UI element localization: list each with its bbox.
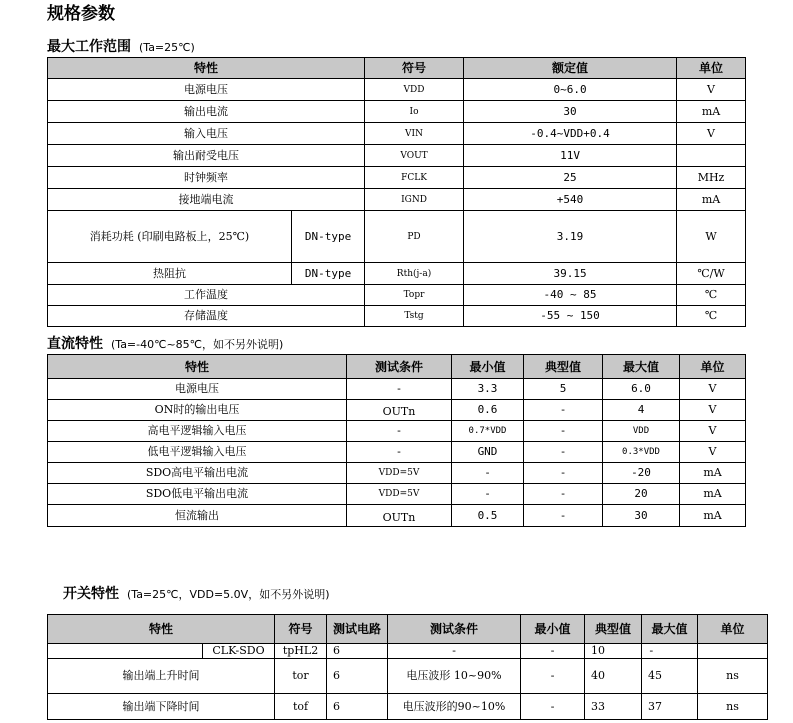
cell-unit: ns: [698, 694, 768, 720]
dc-heading: [47, 335, 283, 354]
cell-value: 11V: [464, 145, 677, 167]
cell-condition: -: [347, 421, 452, 442]
cell-name: 电源电压: [48, 79, 365, 101]
cell-typ: -: [524, 484, 603, 505]
header-min: 最小值: [521, 615, 585, 644]
cell-name: 输出端上升时间: [48, 659, 275, 694]
cell-typ: -: [524, 463, 603, 484]
table-row: [48, 101, 746, 123]
cell-min: 0.5: [452, 505, 524, 527]
cell-unit: ℃: [677, 285, 746, 306]
cell-max: 37: [642, 694, 698, 720]
cell-min: -: [521, 644, 585, 659]
cell-name: 存储温度: [48, 306, 365, 327]
table-header-row: [48, 58, 746, 79]
cell-unit: W: [677, 211, 746, 263]
cell-value: +540: [464, 189, 677, 211]
cell-unit: mA: [680, 484, 746, 505]
cell-circuit: 6: [327, 644, 388, 659]
cell-unit: ℃: [677, 306, 746, 327]
page-title: 规格参数: [47, 4, 115, 24]
header-symbol: 符号: [365, 58, 464, 79]
cell-name: 输出端下降时间: [48, 694, 275, 720]
header-typ: 典型值: [524, 355, 603, 379]
cell-unit: V: [680, 442, 746, 463]
cell-symbol: Io: [365, 101, 464, 123]
cell-min: -: [521, 694, 585, 720]
cell-name: 工作温度: [48, 285, 365, 306]
cell-unit: ℃/W: [677, 263, 746, 285]
cell-unit: V: [677, 79, 746, 101]
cell-symbol: FCLK: [365, 167, 464, 189]
cell-value: -40 ~ 85: [464, 285, 677, 306]
header-rated-value: 额定值: [464, 58, 677, 79]
cell-unit: V: [677, 123, 746, 145]
cell-condition: OUTn: [347, 400, 452, 421]
cell-circuit: 6: [327, 694, 388, 720]
header-characteristic: 特性: [48, 58, 365, 79]
cell-unit: [677, 145, 746, 167]
table-row: [48, 211, 746, 263]
switch-table: [47, 614, 768, 720]
cell-typ: -: [524, 442, 603, 463]
header-unit: 单位: [698, 615, 768, 644]
table-row: [48, 123, 746, 145]
cell-unit: mA: [677, 101, 746, 123]
max-ratings-heading: [47, 38, 195, 57]
table-header-row: [48, 355, 746, 379]
cell-name: 电源电压: [48, 379, 347, 400]
cell-name: 输入电压: [48, 123, 365, 145]
cell-name: 输出电流: [48, 101, 365, 123]
cell-unit: mA: [677, 189, 746, 211]
header-test-condition: 测试条件: [388, 615, 521, 644]
cell-min: GND: [452, 442, 524, 463]
dc-table: [47, 354, 746, 527]
cell-type: DN-type: [292, 263, 365, 285]
table-row: [48, 306, 746, 327]
table-row: [48, 421, 746, 442]
table-row: [48, 644, 768, 659]
max-ratings-title: 最大工作范围: [47, 39, 131, 55]
cell-circuit: 6: [327, 659, 388, 694]
cell-condition: VDD=5V: [347, 463, 452, 484]
table-header-row: [48, 615, 768, 644]
cell-max: 4: [603, 400, 680, 421]
table-row: [48, 400, 746, 421]
cell-min: 3.3: [452, 379, 524, 400]
table-row: [48, 379, 746, 400]
header-min: 最小值: [452, 355, 524, 379]
cell-unit: V: [680, 421, 746, 442]
table-row: [48, 659, 768, 694]
header-max: 最大值: [603, 355, 680, 379]
cell-unit: MHz: [677, 167, 746, 189]
cell-name: ON时的输出电压: [48, 400, 347, 421]
cell-condition: 电压波形 10~90%: [388, 659, 521, 694]
cell-name: 消耗功耗 (印刷电路板上，25℃): [48, 211, 292, 263]
cell-unit: [698, 644, 768, 659]
cell-max: 30: [603, 505, 680, 527]
table-row: [48, 145, 746, 167]
cell-symbol: IGND: [365, 189, 464, 211]
cell-symbol: VIN: [365, 123, 464, 145]
cell-value: 39.15: [464, 263, 677, 285]
header-characteristic: 特性: [48, 355, 347, 379]
cell-condition: OUTn: [347, 505, 452, 527]
cell-name: 时钟频率: [48, 167, 365, 189]
cell-condition: VDD=5V: [347, 484, 452, 505]
table-row: [48, 189, 746, 211]
header-max: 最大值: [642, 615, 698, 644]
table-row: [48, 484, 746, 505]
header-test-condition: 测试条件: [347, 355, 452, 379]
cell-name: 恒流输出: [48, 505, 347, 527]
cell-symbol: tpHL2: [275, 644, 327, 659]
table-row: [48, 167, 746, 189]
table-row: [48, 505, 746, 527]
cell-name: [48, 644, 203, 659]
switch-condition: (Ta=25℃，VDD=5.0V，如不另外说明): [127, 588, 330, 601]
cell-max: 6.0: [603, 379, 680, 400]
dc-condition: (Ta=-40℃~85℃，如不另外说明): [111, 338, 284, 351]
table-row: [48, 263, 746, 285]
header-test-circuit: 测试电路: [327, 615, 388, 644]
header-typ: 典型值: [585, 615, 642, 644]
cell-max: VDD: [603, 421, 680, 442]
cell-condition: -: [347, 379, 452, 400]
header-characteristic: 特性: [48, 615, 275, 644]
cell-unit: V: [680, 379, 746, 400]
table-row: [48, 285, 746, 306]
cell-typ: 40: [585, 659, 642, 694]
cell-value: 30: [464, 101, 677, 123]
cell-min: 0.6: [452, 400, 524, 421]
cell-value: 3.19: [464, 211, 677, 263]
cell-value: -55 ~ 150: [464, 306, 677, 327]
cell-name: 低电平逻辑输入电压: [48, 442, 347, 463]
cell-name: 接地端电流: [48, 189, 365, 211]
cell-max: 45: [642, 659, 698, 694]
cell-condition: -: [347, 442, 452, 463]
cell-symbol: tor: [275, 659, 327, 694]
cell-typ: 10: [585, 644, 642, 659]
table-row: [48, 442, 746, 463]
cell-unit: mA: [680, 463, 746, 484]
table-row: [48, 694, 768, 720]
switch-heading: [63, 585, 330, 604]
cell-min: 0.7*VDD: [452, 421, 524, 442]
header-unit: 单位: [677, 58, 746, 79]
cell-value: 0~6.0: [464, 79, 677, 101]
cell-max: 0.3*VDD: [603, 442, 680, 463]
cell-value: -0.4~VDD+0.4: [464, 123, 677, 145]
cell-typ: -: [524, 400, 603, 421]
cell-name: 输出耐受电压: [48, 145, 365, 167]
cell-symbol: Tstg: [365, 306, 464, 327]
cell-symbol: Topr: [365, 285, 464, 306]
cell-typ: -: [524, 421, 603, 442]
header-unit: 单位: [680, 355, 746, 379]
cell-name: SDO低电平输出电流: [48, 484, 347, 505]
cell-unit: mA: [680, 505, 746, 527]
max-ratings-condition: (Ta=25℃): [139, 41, 195, 54]
cell-symbol: tof: [275, 694, 327, 720]
cell-value: 25: [464, 167, 677, 189]
header-symbol: 符号: [275, 615, 327, 644]
cell-symbol: Rth(j-a): [365, 263, 464, 285]
cell-name: 热阻抗: [48, 263, 292, 285]
cell-min: -: [452, 463, 524, 484]
table-row: [48, 79, 746, 101]
cell-name: SDO高电平输出电流: [48, 463, 347, 484]
cell-symbol: VDD: [365, 79, 464, 101]
cell-symbol: VOUT: [365, 145, 464, 167]
cell-unit: V: [680, 400, 746, 421]
cell-max: 20: [603, 484, 680, 505]
cell-typ: -: [524, 505, 603, 527]
cell-name: 高电平逻辑输入电压: [48, 421, 347, 442]
cell-max: -20: [603, 463, 680, 484]
max-ratings-table: [47, 57, 746, 327]
switch-title: 开关特性: [63, 586, 119, 602]
cell-unit: ns: [698, 659, 768, 694]
cell-sub: CLK-SDO: [203, 644, 275, 659]
cell-type: DN-type: [292, 211, 365, 263]
cell-condition: 电压波形的90~10%: [388, 694, 521, 720]
table-row: [48, 463, 746, 484]
dc-title: 直流特性: [47, 336, 103, 352]
cell-symbol: PD: [365, 211, 464, 263]
cell-min: -: [521, 659, 585, 694]
cell-max: -: [642, 644, 698, 659]
cell-typ: 5: [524, 379, 603, 400]
cell-min: -: [452, 484, 524, 505]
cell-typ: 33: [585, 694, 642, 720]
cell-condition: -: [388, 644, 521, 659]
